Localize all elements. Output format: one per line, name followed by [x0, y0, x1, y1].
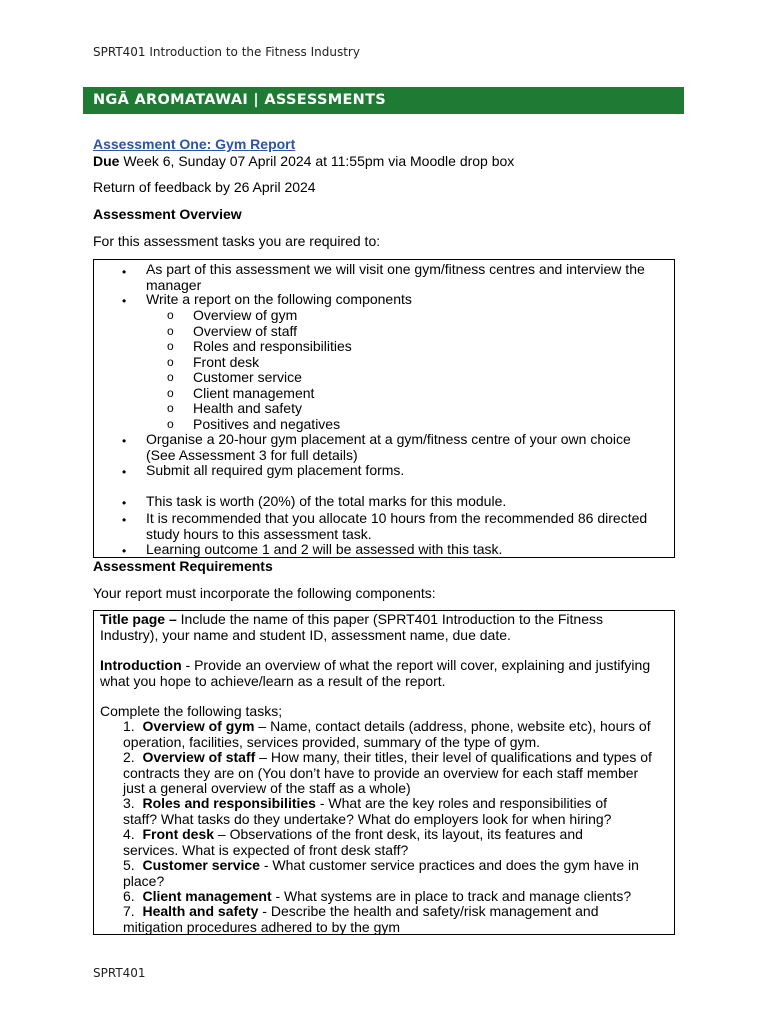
requirements-box	[93, 610, 675, 935]
overview-box	[93, 259, 675, 558]
bullet-icon: •	[122, 465, 127, 479]
task-5: 5. Customer service - What customer service practices and does the gym have in place?	[123, 857, 639, 889]
task-2: 2. Overview of staff – How many, their titles, their level of qualifications and types of contracts they are on (You don’t have to provide an overview for each staff member just a general overview of the staff as a whole)	[123, 749, 652, 796]
task-6: 6. Client management - What systems are in place to track and manage clients?	[123, 888, 632, 904]
requirements-heading: Assessment Requirements	[93, 558, 273, 574]
task-7: 7. Health and safety - Describe the health and safety/risk management and mitigation procedures adhered to by the gym	[123, 903, 599, 935]
due-text: Week 6, Sunday 07 April 2024 at 11:55pm via Moodle drop box	[119, 153, 515, 169]
section-banner: NGĀ AROMATAWAI | ASSESSMENTS	[83, 87, 684, 114]
sub-item: Front desk	[193, 353, 260, 370]
bullet-1: As part of this assessment we will visit one gym/fitness centres and interview the manager	[146, 261, 645, 293]
sub-bullet-icon: o	[167, 401, 174, 415]
sub-item: Client management	[193, 384, 315, 401]
overview-heading: Assessment Overview	[93, 206, 242, 222]
sub-item: Customer service	[193, 369, 302, 385]
requirements-intro: Your report must incorporate the following components:	[93, 585, 436, 601]
bullet-3: Organise a 20-hour gym placement at a gym/fitness centre of your own choice (See Assessment 3 for full details)	[146, 431, 631, 463]
introduction-item: Introduction - Provide an overview of what the report will cover, explaining and justifying what you hope to achieve/learn as a result of the report.	[100, 657, 651, 689]
sub-bullet-icon: o	[167, 308, 174, 322]
bullet-4: Submit all required gym placement forms.	[146, 462, 405, 478]
sub-bullet-icon: o	[167, 323, 174, 338]
bullet-icon: •	[122, 294, 127, 308]
sub-bullet-icon: o	[167, 339, 174, 353]
task-4: 4. Front desk – Observations of the front desk, its layout, its features and services. What is expected of front desk staff?	[123, 826, 583, 858]
assessment-title-link[interactable]: Assessment One: Gym Report	[93, 136, 296, 152]
bullet-icon: •	[122, 513, 127, 527]
bullet-7: Learning outcome 1 and 2 will be assessed with this task.	[146, 541, 503, 557]
bullet-icon: •	[122, 544, 127, 558]
sub-item: Health and safety	[193, 400, 302, 416]
bullet-icon: •	[122, 265, 127, 279]
sub-bullet-icon: o	[167, 416, 174, 431]
sub-bullet-icon: o	[167, 385, 174, 400]
bullet-icon: •	[122, 434, 127, 448]
overview-intro: For this assessment tasks you are required to:	[93, 233, 381, 249]
sub-bullet-icon: o	[167, 354, 174, 369]
due-label: Due	[93, 153, 120, 169]
complete-tasks-line: Complete the following tasks;	[100, 703, 283, 719]
sub-bullet-icon: o	[167, 370, 174, 384]
page-header: SPRT401 Introduction to the Fitness Industry	[93, 45, 360, 59]
feedback-line: Return of feedback by 26 April 2024	[93, 179, 316, 195]
bullet-icon: •	[122, 496, 127, 510]
sub-item: Overview of gym	[193, 307, 298, 323]
bullet-6: It is recommended that you allocate 10 hours from the recommended 86 directed study hours to this assessment task.	[146, 510, 648, 542]
title-page-item: Title page – Include the name of this paper (SPRT401 Introduction to the Fitness Industry), your name and student ID, assessment name, due date.	[100, 611, 603, 643]
bullet-2: Write a report on the following components	[146, 291, 412, 307]
task-1: 1. Overview of gym – Name, contact details (address, phone, website etc), hours of operation, facilities, services provided, summary of the type of gym.	[123, 718, 651, 750]
task-3: 3. Roles and responsibilities - What are the key roles and responsibilities of staff? What tasks do they undertake? What do employers look for when hiring?	[123, 795, 612, 827]
bullet-5: This task is worth (20%) of the total marks for this module.	[146, 493, 507, 509]
sub-item: Positives and negatives	[193, 415, 341, 432]
sub-item: Roles and responsibilities	[193, 338, 352, 354]
sub-item: Overview of staff	[193, 322, 298, 339]
page-footer: SPRT401	[93, 966, 146, 980]
due-line	[93, 153, 514, 169]
